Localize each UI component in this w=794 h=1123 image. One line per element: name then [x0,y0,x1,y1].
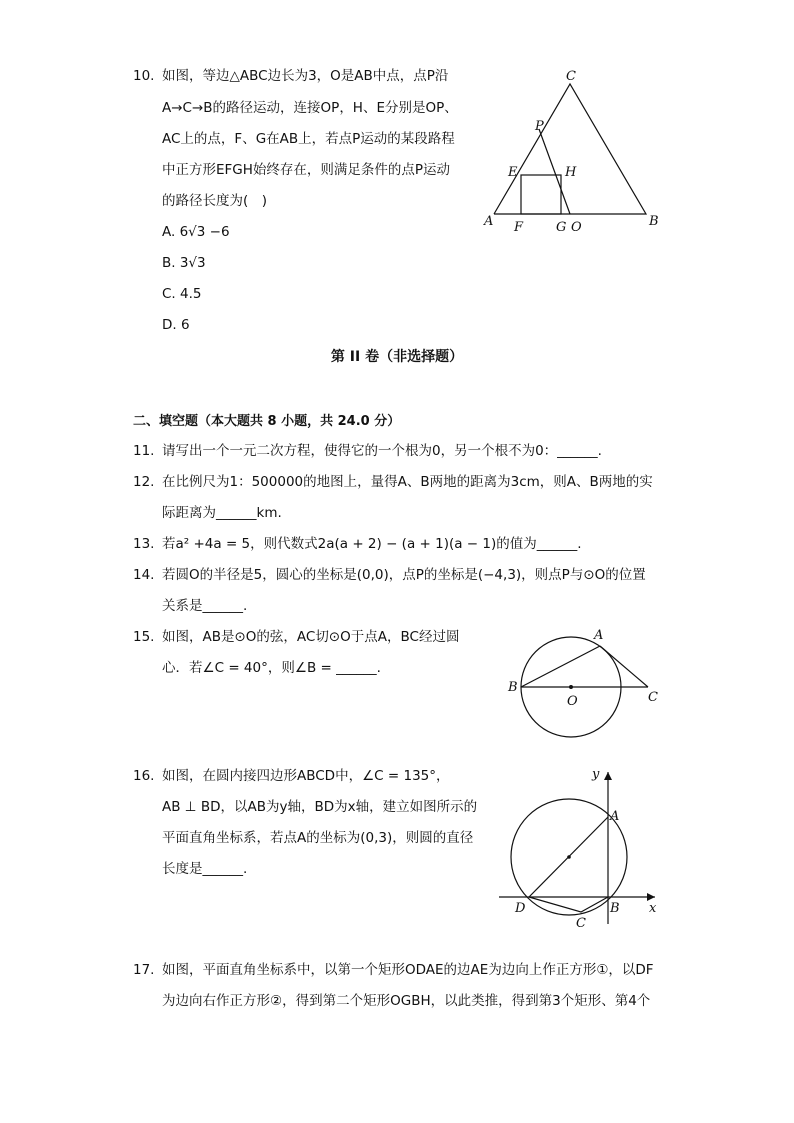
q12-number: 12. [133,474,155,490]
q10-number: 10. [133,68,155,84]
label-B: B [610,901,620,916]
label-C: C [576,916,586,931]
q17-line-1: 如图，平面直角坐标系中，以第一个矩形ODAE的边AE为边向上作正方形①，以DF [162,962,654,978]
label-O: O [567,694,578,709]
q10-option-b: B. 3√3 [162,255,206,271]
label-C: C [648,690,658,705]
q14-line-1: 若圆O的半径是5，圆心的坐标是(0,0)，点P的坐标是(−4,3)，则点P与⊙O的位置 [162,567,646,583]
label-A: A [484,214,494,229]
q12-line-1: 在比例尺为1：500000的地图上，量得A、B两地的距离为3cm，则A、B两地的实 [162,474,653,490]
q15-line-1: 如图，AB是⊙O的弦，AC切⊙O于点A，BC经过圆 [162,629,460,645]
q17-number: 17. [133,962,155,978]
q17-line-2: 为边向右作正方形②，得到第二个矩形OGBH，以此类推，得到第3个矩形、第4个 [162,993,651,1009]
section-title: 第 II 卷（非选择题） [330,349,464,365]
q11-number: 11. [133,443,155,459]
q10-option-c: C. 4.5 [162,286,202,302]
q16-line-4: 长度是______. [162,861,248,877]
label-x: x [649,901,657,916]
part2-heading: 二、填空题（本大题共 8 小题，共 24.0 分） [133,414,401,429]
label-C: C [566,69,576,84]
q13-line-1: 若a² +4a = 5，则代数式2a(a + 2) − (a + 1)(a − 1)的值为______. [162,536,582,552]
label-B: B [508,680,518,695]
label-A: A [610,809,620,824]
label-y: y [592,767,600,782]
q10-line-4: 中正方形EFGH始终存在，则满足条件的点P运动 [162,162,451,178]
label-F: F [514,220,524,235]
q15-line-2: 心．若∠C = 40°，则∠B = ______. [162,660,381,676]
q12-line-2: 际距离为______km. [162,505,282,521]
q10-option-a: A. 6√3 −6 [162,224,230,240]
q11-line-1: 请写出一个一元二次方程，使得它的一个根为0，另一个根不为0：______. [162,443,602,459]
label-G: G [556,220,567,235]
label-H: H [565,165,577,180]
q15-circle-figure [500,625,670,741]
q14-line-2: 关系是______. [162,598,248,614]
q10-line-3: AC上的点，F、G在AB上，若点P运动的某段路程 [162,131,455,147]
q14-number: 14. [133,567,155,583]
q10-line-1: 如图，等边△ABC边长为3，O是AB中点，点P沿 [162,68,449,84]
q10-line-5: 的路径长度为( ) [162,193,268,209]
label-O: O [571,220,582,235]
q10-option-d: D. 6 [162,317,190,333]
label-E: E [508,165,518,180]
q13-number: 13. [133,536,155,552]
q16-line-3: 平面直角坐标系，若点A的坐标为(0,3)，则圆的直径 [162,830,474,846]
q16-coordinate-figure [495,764,670,934]
label-D: D [515,901,526,916]
label-B: B [649,214,659,229]
q16-line-1: 如图，在圆内接四边形ABCD中，∠C = 135°， [162,768,450,784]
q16-number: 16. [133,768,155,784]
label-A: A [594,628,604,643]
label-P: P [535,119,544,134]
q16-line-2: AB ⊥ BD，以AB为y轴，BD为x轴，建立如图所示的 [162,799,478,815]
q10-line-2: A→C→B的路径运动，连接OP，H、E分别是OP、 [162,100,458,116]
q15-number: 15. [133,629,155,645]
q10-triangle-figure [480,64,670,236]
